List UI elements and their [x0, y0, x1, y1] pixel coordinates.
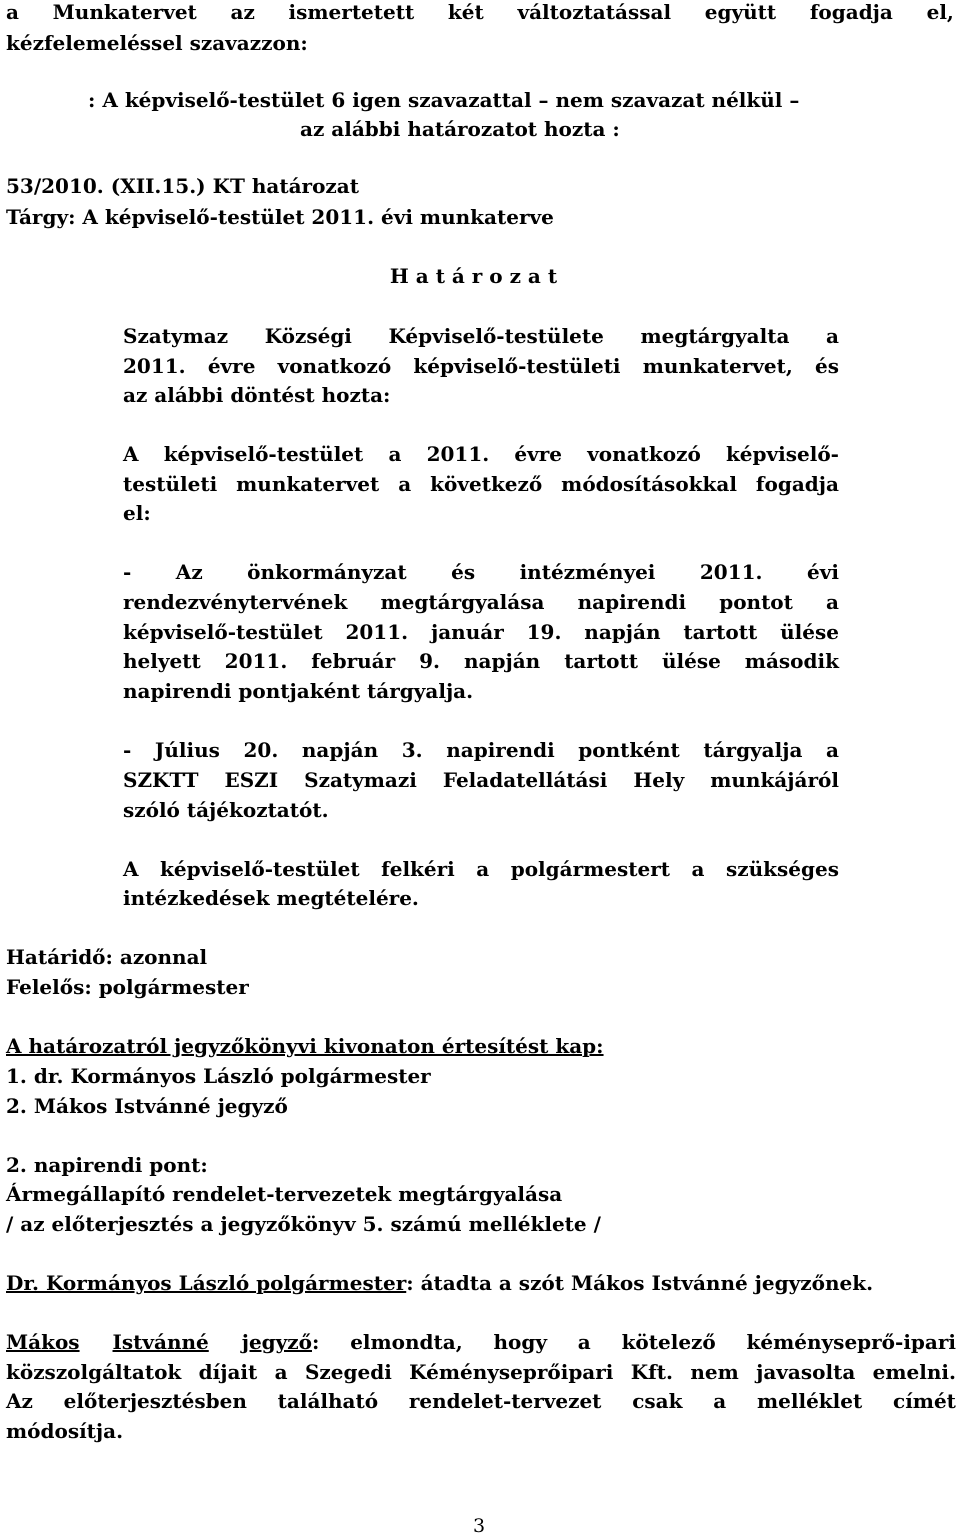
p2-line-2 [123, 472, 839, 496]
item1-line-2 [123, 590, 839, 614]
word: évre [514, 442, 563, 466]
word: helyett [123, 649, 201, 673]
word: képviselő-testület [123, 620, 323, 644]
word: a [6, 0, 19, 24]
word: megtárgyalta [640, 324, 790, 348]
word: vonatkozó [277, 354, 392, 378]
word: címét [893, 1389, 956, 1413]
word: ülése [780, 620, 839, 644]
word: képviselő- [725, 442, 839, 466]
word: Munkatervet [52, 0, 197, 24]
word: évre [207, 354, 256, 378]
word: február [311, 649, 396, 673]
p3-line-1 [123, 857, 839, 881]
item2-line-2 [123, 768, 839, 792]
word: a [826, 738, 839, 762]
intro-line-2: kézfelemeléssel szavazzon: [6, 31, 308, 55]
word: Községi [264, 324, 352, 348]
word: Az [6, 1389, 33, 1413]
word: tartott [683, 620, 758, 644]
word: munkájáról [710, 768, 839, 792]
notice-title: A határozatról jegyzőkönyvi kivonaton értesítést kap: [6, 1034, 604, 1058]
word: csak [632, 1389, 683, 1413]
word: munkatervet, [642, 354, 793, 378]
agenda-label: 2. napirendi pont: [6, 1153, 208, 1177]
word: 2011. [123, 354, 186, 378]
word: változtatással [517, 0, 672, 24]
word: díjait [198, 1360, 258, 1384]
word: testületi [123, 472, 218, 496]
speech1-text: : átadta a szót Mákos Istvánné jegyzőnek. [406, 1271, 874, 1295]
word: következő [430, 472, 543, 496]
word: intézményei [519, 560, 656, 584]
word: 2011. [699, 560, 763, 584]
word: Kft. [630, 1360, 673, 1384]
speech1 [6, 1271, 873, 1295]
word: munkatervet [236, 472, 380, 496]
word: SZKTT [123, 768, 199, 792]
word: második [744, 649, 839, 673]
word: vonatkozó [587, 442, 701, 466]
resolution-number: 53/2010. (XII.15.) KT határozat [6, 174, 359, 198]
word: 2011. [426, 442, 490, 466]
word: a [826, 590, 839, 614]
word: Július [154, 738, 220, 762]
word: ülése [661, 649, 721, 673]
word: Hely [633, 768, 685, 792]
word: 20. [243, 738, 279, 762]
p2-line-1 [123, 442, 839, 466]
word: önkormányzat [247, 560, 407, 584]
word: Szegedi [304, 1360, 392, 1384]
item1-line-4 [123, 649, 839, 673]
speech2-line-1-rest [312, 1330, 956, 1354]
word: felkéri [381, 857, 455, 881]
speech2-speaker [6, 1330, 312, 1354]
word: napirendi [446, 738, 555, 762]
word: rendelet-tervezet [408, 1389, 602, 1413]
word: és [451, 560, 476, 584]
word: 2011. [224, 649, 288, 673]
word: - [123, 560, 132, 584]
word: Szatymazi [304, 768, 417, 792]
word: : [312, 1330, 320, 1354]
speech2-line-4: módosítja. [6, 1419, 124, 1443]
word: elmondta, [350, 1330, 463, 1354]
speech1-speaker: Dr. Kormányos László polgármester [6, 1271, 407, 1295]
word: Szatymaz [123, 324, 229, 348]
word: A [123, 857, 139, 881]
word: Az [175, 560, 203, 584]
word: pontként [578, 738, 680, 762]
notice-item-2: 2. Mákos Istvánné jegyző [6, 1094, 288, 1118]
word: előterjesztésben [63, 1389, 247, 1413]
word: napirendi [577, 590, 687, 614]
item2-line-1 [123, 738, 839, 762]
word: és [814, 354, 839, 378]
p1-line-3: az alábbi döntést hozta: [123, 383, 391, 407]
word: képviselő-testületi [413, 354, 621, 378]
word: napján [584, 620, 661, 644]
word: két [447, 0, 484, 24]
word: együtt [704, 0, 777, 24]
word: napján [301, 738, 379, 762]
word: szükséges [726, 857, 839, 881]
speech2-line-1 [6, 1330, 956, 1354]
word: 3. [401, 738, 423, 762]
word: jegyző [241, 1330, 312, 1354]
p1-line-2 [123, 354, 839, 378]
word: Istvánné [112, 1330, 209, 1354]
speech2-line-3 [6, 1389, 956, 1413]
word: tárgyalja [703, 738, 803, 762]
deadline: Határidő: azonnal [6, 945, 208, 969]
agenda-title: Ármegállapító rendelet-tervezetek megtárgyalása [6, 1182, 563, 1206]
item1-line-1 [123, 560, 839, 584]
word: A [123, 442, 139, 466]
word: a [713, 1389, 727, 1413]
word: képviselő-testület [160, 857, 360, 881]
word: a [388, 442, 402, 466]
word: kéményseprő-ipari [746, 1330, 956, 1354]
word: fogadja [809, 0, 893, 24]
agenda-attachment: / az előterjesztés a jegyzőkönyv 5. számú melléklete / [6, 1212, 601, 1236]
word: módosításokkal [561, 472, 737, 496]
p3-line-2: intézkedések megtételére. [123, 886, 419, 910]
word: 19. [526, 620, 562, 644]
word: hogy [493, 1330, 547, 1354]
word: évi [807, 560, 839, 584]
vote-line-2: az alábbi határozatot hozta : [300, 117, 620, 141]
word: a [476, 857, 490, 881]
word: melléklet [757, 1389, 863, 1413]
word: közszolgáltatok [6, 1360, 182, 1384]
word: 9. [419, 649, 441, 673]
word: megtárgyalása [380, 590, 545, 614]
word: 2011. [345, 620, 409, 644]
word: ESZI [224, 768, 279, 792]
resolution-heading: H a t á r o z a t [389, 264, 558, 288]
word: emelni. [872, 1360, 956, 1384]
word: - [123, 738, 132, 762]
word: képviselő-testület [163, 442, 364, 466]
word: ismertetett [288, 0, 415, 24]
word: napján [463, 649, 541, 673]
word: polgármestert [510, 857, 671, 881]
word: Feladatellátási [442, 768, 608, 792]
responsible: Felelős: polgármester [6, 975, 249, 999]
page-number: 3 [473, 1515, 486, 1537]
word: nem [690, 1360, 739, 1384]
word: Mákos [6, 1330, 80, 1354]
word: található [277, 1389, 379, 1413]
word: pontot [719, 590, 793, 614]
word: az [230, 0, 255, 24]
word: el, [926, 0, 954, 24]
item1-line-3 [123, 620, 839, 644]
word: fogadja [755, 472, 839, 496]
word: a [577, 1330, 591, 1354]
item2-line-3: szóló tájékoztatót. [123, 798, 329, 822]
notice-item-1: 1. dr. Kormányos László polgármester [6, 1064, 431, 1088]
intro-line-1 [6, 0, 954, 24]
word: tartott [564, 649, 638, 673]
resolution-subject: Tárgy: A képviselő-testület 2011. évi munkaterve [6, 205, 554, 229]
word: január [430, 620, 504, 644]
word: a [826, 324, 839, 348]
word: Kéményseprőipari [409, 1360, 614, 1384]
p1-line-1 [123, 324, 839, 348]
speech2-line-2 [6, 1360, 956, 1384]
word: a [691, 857, 705, 881]
word: javasolta [756, 1360, 856, 1384]
word: a [274, 1360, 288, 1384]
word: a [398, 472, 412, 496]
vote-line-1: : A képviselő-testület 6 igen szavazattal – nem szavazat nélkül – [88, 88, 800, 112]
item1-line-5: napirendi pontjaként tárgyalja. [123, 679, 474, 703]
p2-line-3: el: [123, 501, 151, 525]
word: rendezvénytervének [123, 590, 348, 614]
word: kötelező [621, 1330, 716, 1354]
word: Képviselő-testülete [388, 324, 604, 348]
